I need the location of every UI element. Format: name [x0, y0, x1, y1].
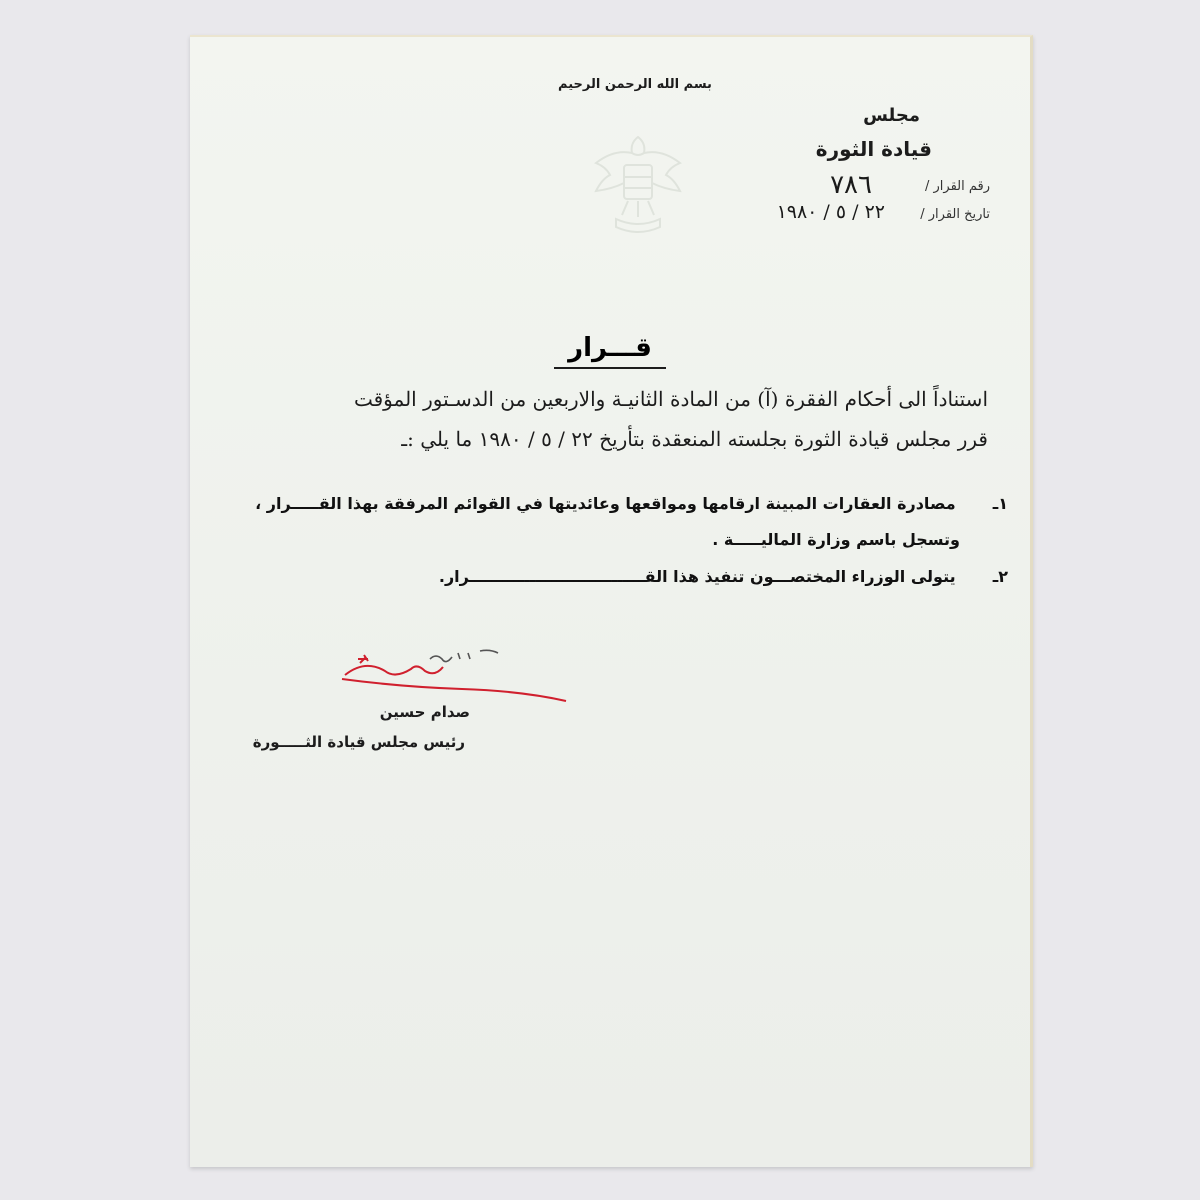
handwritten-signature: [330, 645, 580, 705]
decision-number-label: رقم القرار /: [925, 179, 990, 194]
document-title-text: قـــرار: [554, 333, 666, 369]
preamble-line-2: قرر مجلس قيادة الثورة بجلسته المنعقدة بتأريخ ٢٢ / ٥ / ١٩٨٠ ما يلي :ـ: [401, 427, 988, 451]
list-item-1-continuation: وتسجل باسم وزارة الماليـــــة .: [712, 530, 960, 549]
council-heading-line2: قيادة الثورة: [815, 137, 932, 161]
signatory-name: صدام حسين: [379, 703, 470, 721]
eagle-emblem-embossed: [588, 127, 688, 237]
preamble-line-1: استناداً الى أحكام الفقرة (آ) من المادة الثانيـة والاربعين من الدسـتور المؤقت: [353, 387, 988, 411]
document-title: [190, 333, 1030, 363]
list-item-1-text: مصادرة العقارات المبينة ارقامها ومواقعها وعائديتها في القوائم المرفقة بهذا القـــــرار ،: [255, 494, 956, 513]
document-page: [190, 35, 1033, 1167]
decision-date-value: ٢٢ / ٥ / ١٩٨٠: [776, 201, 885, 223]
list-item-1: [255, 494, 1008, 513]
list-item-2-text: يتولى الوزراء المختصـــون تنفيذ هذا القــــــــــــــــــــــــــــــــرار.: [438, 567, 956, 586]
signatory-title: رئيس مجلس قيادة الثـــــورة: [252, 733, 465, 751]
decision-number-value: ٧٨٦: [830, 170, 872, 200]
list-item-1-marker: ١ـ: [992, 494, 1008, 513]
council-heading-line1: مجلس: [863, 105, 920, 126]
list-item-2-marker: ٢ـ: [992, 567, 1008, 586]
decision-date-label: تاريخ القرار /: [920, 207, 990, 222]
basmala: بسم الله الرحمن الرحيم: [558, 77, 712, 92]
list-item-2: [439, 567, 1008, 586]
